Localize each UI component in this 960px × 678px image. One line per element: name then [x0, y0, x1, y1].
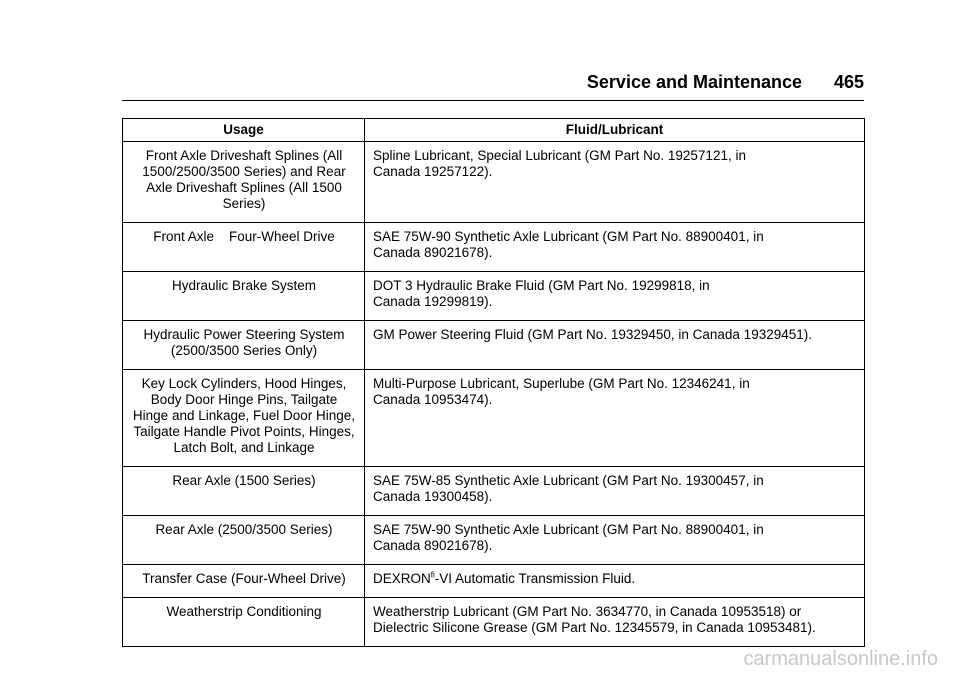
fluid-cell	[365, 223, 865, 272]
cell-line: Canada 10953474).	[373, 392, 493, 407]
usage-cell	[123, 272, 365, 321]
usage-cell	[123, 598, 365, 647]
table-row	[123, 142, 865, 223]
table-row	[123, 272, 865, 321]
usage-cell	[123, 370, 365, 467]
cell-line: Front Axle Four-Wheel Drive	[153, 229, 335, 244]
cell-line: Front Axle Driveshaft Splines (All	[145, 148, 343, 163]
fluid-cell	[365, 272, 865, 321]
cell-line: Body Door Hinge Pins, Tailgate	[150, 392, 338, 407]
cell-line: Key Lock Cylinders, Hood Hinges,	[141, 376, 347, 391]
table-row	[123, 223, 865, 272]
fluid-cell	[365, 598, 865, 647]
fluid-cell	[365, 467, 865, 516]
cell-line: (2500/3500 Series Only)	[170, 343, 318, 358]
fluid-cell	[365, 370, 865, 467]
usage-cell	[123, 223, 365, 272]
fluid-cell	[365, 565, 865, 598]
usage-cell	[123, 516, 365, 565]
fluids-lubricants-table	[122, 118, 865, 647]
cell-line: Dielectric Silicone Grease (GM Part No. 12345579, in Canada 10953481).	[373, 620, 816, 635]
table-row	[123, 321, 865, 370]
cell-line: Hydraulic Brake System	[171, 278, 317, 293]
page-number: 465	[833, 72, 864, 92]
cell-line: GM Power Steering Fluid (GM Part No. 19329450, in Canada 19329451).	[373, 327, 812, 342]
cell-line: Canada 89021678).	[373, 245, 493, 260]
cell-line: Rear Axle (2500/3500 Series)	[155, 522, 333, 537]
section-title: Service and Maintenance	[586, 72, 802, 92]
table-row	[123, 516, 865, 565]
cell-line: DOT 3 Hydraulic Brake Fluid (GM Part No. 19299818, in	[373, 278, 710, 293]
cell-line: Rear Axle (1500 Series)	[172, 473, 316, 488]
cell-line	[373, 571, 860, 587]
table-header-row	[123, 119, 865, 142]
cell-line: SAE 75W-90 Synthetic Axle Lubricant (GM Part No. 88900401, in	[373, 229, 764, 244]
watermark: carmanualsonline.info	[743, 648, 938, 670]
fluid-description: -VI Automatic Transmission Fluid.	[434, 571, 636, 586]
cell-line: SAE 75W-90 Synthetic Axle Lubricant (GM Part No. 88900401, in	[373, 522, 764, 537]
cell-line: Multi-Purpose Lubricant, Superlube (GM Part No. 12346241, in	[373, 376, 750, 391]
usage-cell	[123, 142, 365, 223]
fluid-cell	[365, 142, 865, 223]
cell-line: Canada 19300458).	[373, 489, 493, 504]
page-header	[122, 64, 864, 101]
fluid-cell	[365, 516, 865, 565]
cell-line: Canada 89021678).	[373, 538, 493, 553]
registered-mark: fi	[430, 570, 435, 580]
trademark-name: DEXRON	[373, 571, 431, 586]
table-row	[123, 598, 865, 647]
column-header-usage: Usage	[123, 119, 365, 142]
cell-line: Axle Driveshaft Splines (All 1500	[146, 180, 342, 195]
cell-line: Tailgate Handle Pivot Points, Hinges,	[133, 424, 355, 439]
cell-line: Series)	[222, 196, 266, 211]
column-header-fluid-lubricant: Fluid/Lubricant	[365, 119, 865, 142]
cell-line: Spline Lubricant, Special Lubricant (GM Part No. 19257121, in	[373, 148, 746, 163]
cell-line: Weatherstrip Lubricant (GM Part No. 3634770, in Canada 10953518) or	[373, 604, 802, 619]
usage-cell	[123, 565, 365, 598]
cell-line: Transfer Case (Four-Wheel Drive)	[142, 571, 346, 586]
fluid-cell	[365, 321, 865, 370]
cell-line: Canada 19257122).	[373, 164, 493, 179]
cell-line: SAE 75W-85 Synthetic Axle Lubricant (GM Part No. 19300457, in	[373, 473, 764, 488]
cell-line: 1500/2500/3500 Series) and Rear	[142, 164, 346, 179]
table-row	[123, 565, 865, 598]
usage-cell	[123, 467, 365, 516]
usage-cell	[123, 321, 365, 370]
table-row	[123, 467, 865, 516]
cell-line: Canada 19299819).	[373, 294, 493, 309]
cell-line: Weatherstrip Conditioning	[166, 604, 322, 619]
table-row	[123, 370, 865, 467]
cell-line: Hydraulic Power Steering System	[143, 327, 345, 342]
cell-line: Latch Bolt, and Linkage	[173, 440, 315, 455]
cell-line: Hinge and Linkage, Fuel Door Hinge,	[132, 408, 356, 423]
